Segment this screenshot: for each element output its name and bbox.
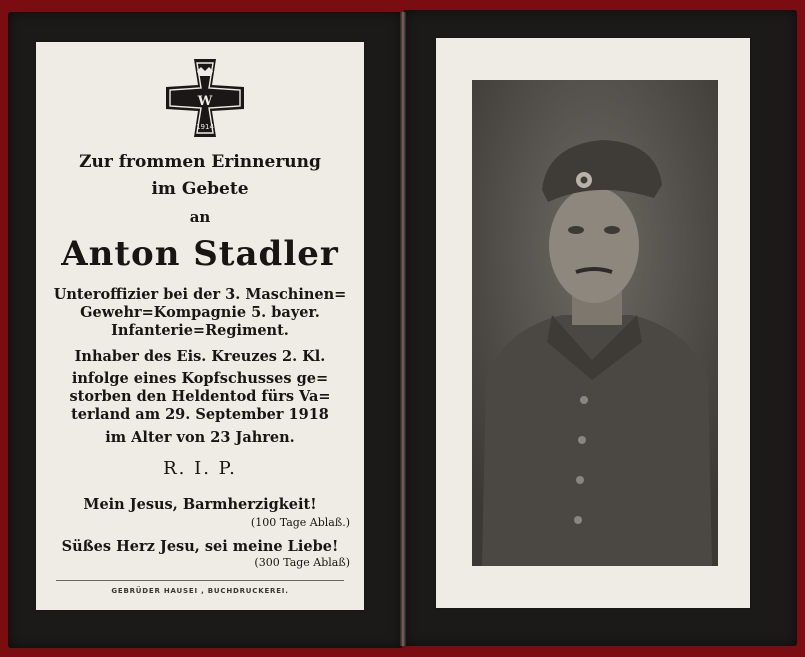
printer-imprint: GEBRÜDER HAUSEI , BUCHDRUCKEREI. [56, 580, 344, 595]
body-line: Gewehr=Kompagnie 5. bayer. [80, 304, 320, 321]
indulgence-note-2: (300 Tage Ablaß) [254, 556, 350, 569]
memorial-text-card [36, 42, 364, 610]
cross-year: 1914 [196, 123, 214, 131]
intro-line-1: Zur frommen Erinnerung [79, 152, 321, 172]
body-line: storben den Heldentod fürs Va= [69, 388, 331, 405]
cross-letter: W [197, 94, 213, 109]
body-line: Infanterie=Regiment. [111, 322, 289, 339]
fold-crease [400, 12, 406, 646]
iron-cross-icon [164, 57, 246, 139]
indulgence-note-1: (100 Tage Ablaß.) [250, 516, 350, 529]
rip-text: R. I. P. [163, 458, 237, 479]
intro-line-2: im Gebete [151, 179, 249, 199]
prayer-line-2: Süßes Herz Jesu, sei meine Liebe! [61, 538, 339, 555]
body-line: im Alter von 23 Jahren. [105, 429, 295, 446]
prayer-line-1: Mein Jesus, Barmherzigkeit! [83, 496, 317, 513]
body-line: Unteroffizier bei der 3. Maschinen= [53, 286, 347, 303]
soldier-portrait-photo [472, 80, 718, 566]
intro-line-3: an [189, 208, 211, 226]
body-line: Inhaber des Eis. Kreuzes 2. Kl. [74, 348, 326, 365]
body-line: infolge eines Kopfschusses ge= [71, 370, 329, 387]
portrait-card [436, 38, 750, 608]
body-line: terland am 29. September 1918 [71, 406, 329, 423]
deceased-name: Anton Stadler [61, 234, 339, 274]
